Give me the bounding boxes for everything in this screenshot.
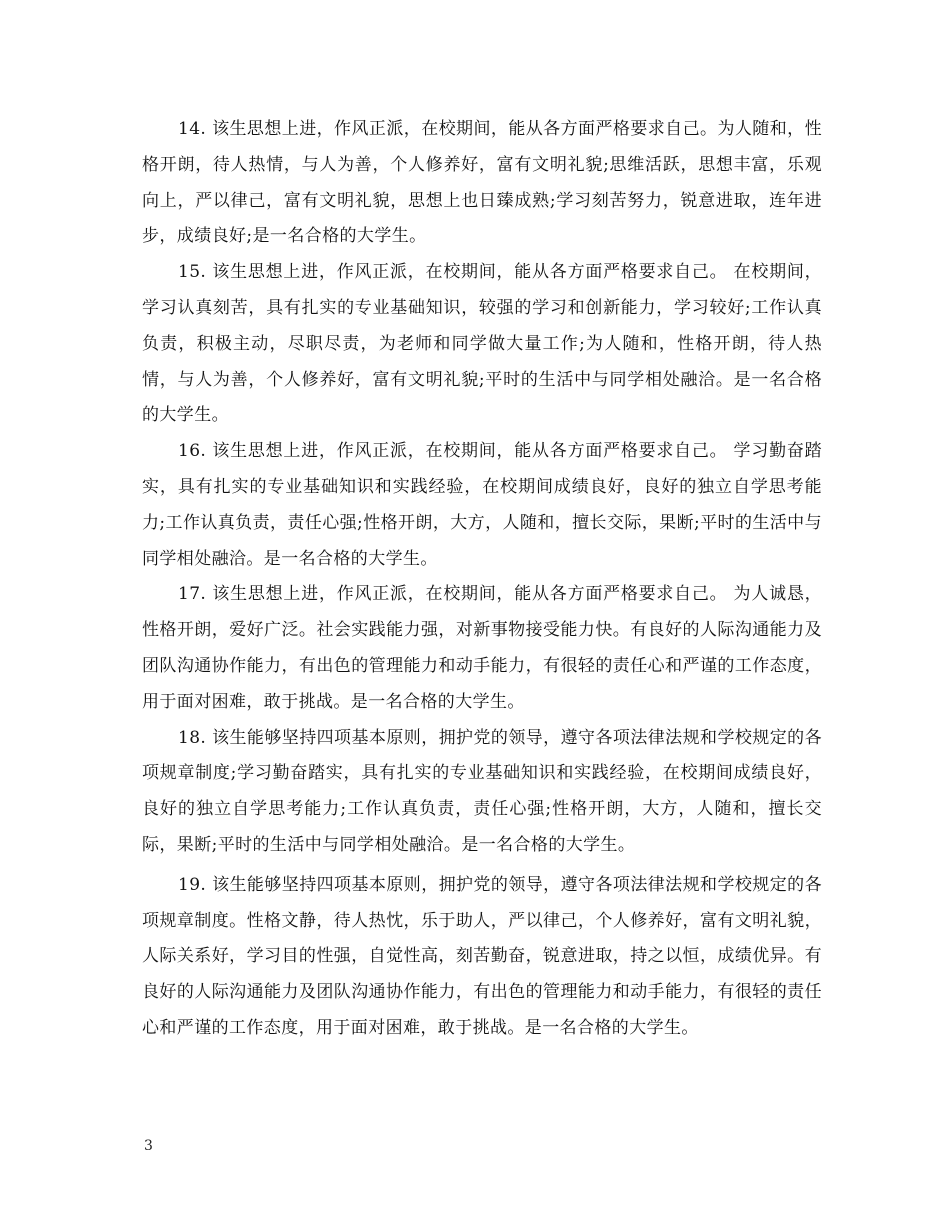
paragraph-16: 16. 该生思想上进，作风正派，在校期间，能从各方面严格要求自己。 学习勤奋踏实，具有扎实的专业基础知识和实践经验，在校期间成绩良好，良好的独立自学思考能力;工作认真负责，责任心强;性格开朗，大方，人随和，擅长交际，果断;平时的生活中与同学相处融洽。是一名合格的大学生。 <box>142 441 822 569</box>
paragraph-15: 15. 该生思想上进，作风正派，在校期间，能从各方面严格要求自己。 在校期间，学习认真刻苦，具有扎实的专业基础知识，较强的学习和创新能力，学习较好;工作认真负责，积极主动，尽职尽责，为老师和同学做大量工作;为人随和，性格开朗，待人热情，与人为善，个人修养好，富有文明礼貌;平时的生活中与同学相处融洽。是一名合格的大学生。 <box>142 262 822 426</box>
paragraph-14: 14. 该生思想上进，作风正派，在校期间，能从各方面严格要求自己。为人随和，性格开朗，待人热情，与人为善，个人修养好，富有文明礼貌;思维活跃，思想丰富，乐观向上，严以律己，富有文明礼貌，思想上也日臻成熟;学习刻苦努力，锐意进取，连年进步，成绩良好;是一名合格的大学生。 <box>142 119 822 247</box>
paragraph-19: 19. 该生能够坚持四项基本原则，拥护党的领导，遵守各项法律法规和学校规定的各项规章制度。性格文静，待人热忱，乐于助人，严以律己，个人修养好，富有文明礼貌，人际关系好，学习目的性强，自觉性高，刻苦勤奋，锐意进取，持之以恒，成绩优异。有良好的人际沟通能力及团队沟通协作能力，有出色的管理能力和动手能力，有很轻的责任心和严谨的工作态度，用于面对困难，敢于挑战。是一名合格的大学生。 <box>142 874 822 1038</box>
document-body <box>142 112 822 1047</box>
page-number: 3 <box>144 1138 153 1154</box>
paragraph-18: 18. 该生能够坚持四项基本原则，拥护党的领导，遵守各项法律法规和学校规定的各项规章制度;学习勤奋踏实，具有扎实的专业基础知识和实践经验，在校期间成绩良好，良好的独立自学思考能力;工作认真负责，责任心强;性格开朗，大方，人随和，擅长交际，果断;平时的生活中与同学相处融洽。是一名合格的大学生。 <box>142 727 822 855</box>
paragraph-17: 17. 该生思想上进，作风正派，在校期间，能从各方面严格要求自己。 为人诚恳，性格开朗，爱好广泛。社会实践能力强，对新事物接受能力快。有良好的人际沟通能力及团队沟通协作能力，有出色的管理能力和动手能力，有很轻的责任心和严谨的工作态度，用于面对困难，敢于挑战。是一名合格的大学生。 <box>142 584 822 712</box>
